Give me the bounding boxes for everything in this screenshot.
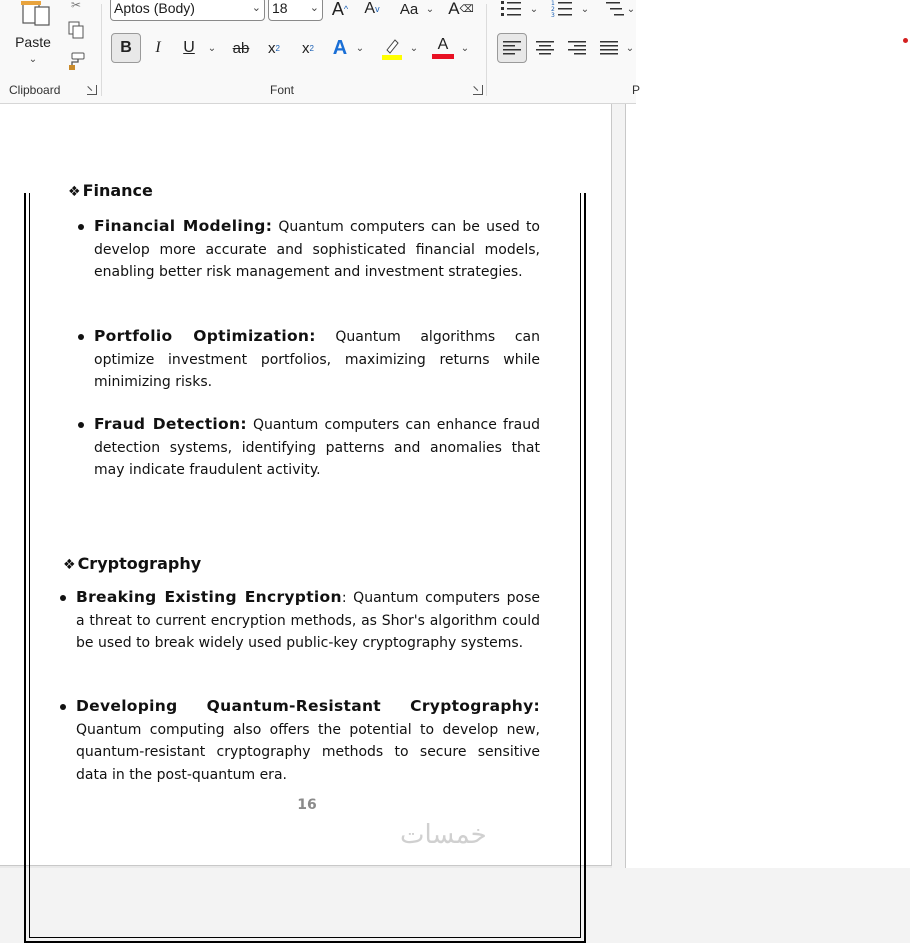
paragraph-group-label: P (632, 83, 641, 97)
align-right-button[interactable] (565, 35, 589, 61)
font-size-chevron-icon[interactable]: ⌄ (309, 2, 319, 14)
text-effects-button[interactable]: A (332, 36, 348, 59)
page-number: 16 (297, 797, 317, 813)
font-group-label: Font (270, 83, 295, 97)
grow-font-button[interactable]: A ^ (331, 0, 349, 19)
bullet-icon (60, 595, 66, 601)
justify-button[interactable] (597, 35, 621, 61)
diamond-bullet-icon: ❖ (63, 557, 76, 573)
multilevel-chevron-icon[interactable]: ⌄ (626, 3, 636, 15)
bullet-icon (78, 224, 84, 230)
bold-button[interactable]: B (111, 33, 141, 63)
align-center-button[interactable] (533, 35, 557, 61)
list-item: Developing Quantum-Resistant Cryptography: Quantum computing also offers the potential to develop new, quantum-resistant cryptography methods to secure sensitive data in the post-quantum era. (76, 697, 540, 783)
subscript-icon: x (268, 39, 276, 57)
font-dialog-launcher-icon[interactable] (473, 85, 483, 95)
underline-button[interactable]: U (183, 39, 195, 56)
bullets-chevron-icon[interactable]: ⌄ (529, 3, 539, 15)
section-heading-cryptography: ❖ Cryptography (63, 554, 202, 573)
justify-chevron-icon[interactable]: ⌄ (625, 42, 635, 54)
section-heading-finance: ❖ Finance (68, 181, 153, 200)
bullet-icon (60, 704, 66, 710)
paste-icon[interactable] (14, 0, 54, 32)
list-item: Financial Modeling: Quantum computers can be used to develop more accurate and sophisticated financial models, enabling better risk management and investment strategies. (94, 217, 540, 280)
clear-formatting-icon[interactable]: A ⌫ (448, 0, 474, 18)
watermark: خمسات (400, 820, 487, 850)
svg-text:3: 3 (551, 12, 555, 17)
multilevel-list-icon[interactable] (603, 0, 627, 19)
font-name-combobox[interactable] (110, 0, 265, 21)
change-case-icon: Aa (399, 0, 419, 18)
align-right-icon (568, 40, 586, 56)
bullet-icon (78, 422, 84, 428)
paste-button[interactable]: Paste (15, 34, 51, 50)
paste-dropdown-chevron-icon[interactable]: ⌄ (28, 53, 38, 65)
highlight-button[interactable] (380, 35, 404, 61)
svg-text:2: 2 (551, 6, 555, 13)
list-item: Portfolio Optimization: Quantum algorithms can optimize investment portfolios, maximizing returns while minimizing risks. (94, 327, 540, 390)
shrink-font-icon: A (364, 0, 376, 17)
cut-icon[interactable]: ✂ (70, 0, 82, 12)
italic-button[interactable]: I (155, 39, 161, 56)
svg-text:1: 1 (551, 0, 555, 7)
diamond-bullet-icon: ❖ (68, 184, 81, 200)
font-name-value: Aptos (Body) (114, 0, 195, 16)
clipboard-group-label: Clipboard (9, 83, 61, 97)
font-size-combobox[interactable] (268, 0, 323, 21)
highlight-chevron-icon[interactable]: ⌄ (409, 42, 419, 54)
notification-dot (903, 38, 908, 43)
list-item: Fraud Detection: Quantum computers can enhance fraud detection systems, identifying patterns and anomalies that may indicate fraudulent activity. (94, 415, 541, 478)
change-case-chevron-icon[interactable]: ⌄ (425, 3, 435, 15)
font-name-chevron-icon[interactable]: ⌄ (251, 2, 261, 14)
numbering-icon[interactable] (550, 0, 574, 19)
text-effects-chevron-icon[interactable]: ⌄ (355, 42, 365, 54)
font-color-button[interactable] (431, 35, 455, 61)
grow-font-icon: A (331, 0, 344, 19)
align-center-icon (536, 40, 554, 56)
format-painter-icon[interactable] (63, 49, 89, 73)
numbering-chevron-icon[interactable]: ⌄ (580, 3, 590, 15)
subscript-button[interactable]: x 2 (268, 39, 280, 57)
clipboard-dialog-launcher-icon[interactable] (87, 85, 97, 95)
strikethrough-button[interactable]: ab (232, 39, 250, 57)
font-size-value: 18 (272, 0, 288, 16)
font-color-swatch (432, 54, 454, 59)
superscript-icon: x (302, 39, 310, 57)
bullet-icon (78, 334, 84, 340)
underline-chevron-icon[interactable]: ⌄ (207, 42, 217, 54)
align-left-button[interactable] (497, 33, 527, 63)
align-left-icon (503, 40, 521, 56)
superscript-button[interactable]: x 2 (302, 39, 314, 57)
group-separator (486, 4, 487, 96)
ribbon (0, 0, 641, 104)
copy-icon[interactable] (63, 18, 89, 42)
list-item: Breaking Existing Encryption: Quantum computers pose a threat to current encryption methods, as Shor's algorithm could be used to break widely used public-key cryptography systems. (76, 588, 540, 651)
font-color-icon: A (437, 36, 449, 53)
change-case-button[interactable] (395, 0, 423, 20)
bullets-icon[interactable] (499, 0, 523, 19)
ribbon-overflow-area (636, 0, 910, 868)
next-page-edge (625, 103, 637, 868)
group-separator (101, 4, 102, 96)
font-color-chevron-icon[interactable]: ⌄ (460, 42, 470, 54)
shrink-font-button[interactable]: A v (364, 0, 380, 17)
justify-icon (600, 40, 618, 56)
